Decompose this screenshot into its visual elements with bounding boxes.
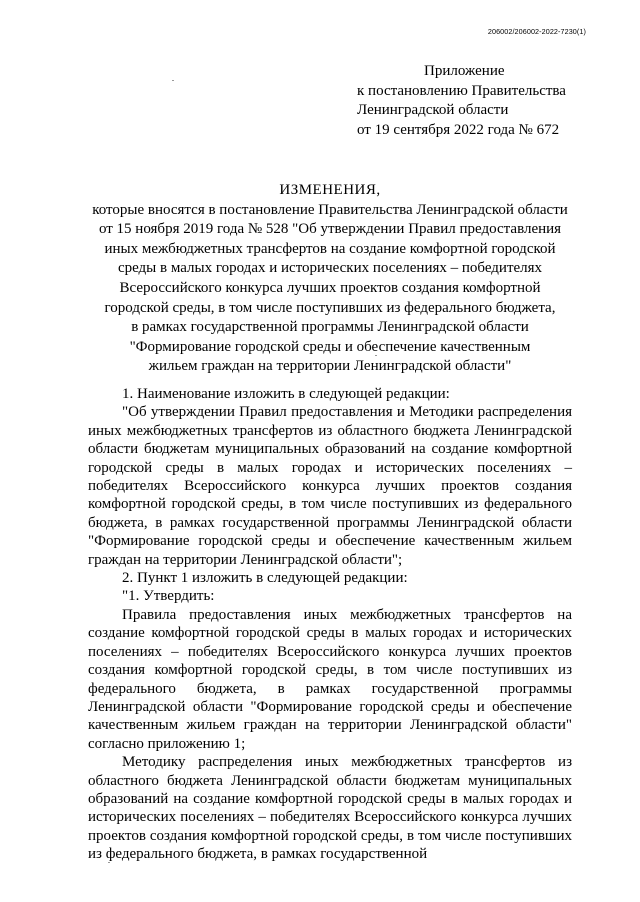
- body-paragraph: 2. Пункт 1 изложить в следующей редакции:: [122, 570, 408, 587]
- body-paragraph: "1. Утвердить:: [122, 588, 215, 605]
- title-line: от 15 ноября 2019 года № 528 "Об утверждении Правил предоставления: [98, 221, 562, 238]
- document-code: 206002/206002-2022-7230(1): [487, 27, 586, 36]
- scan-speck: [108, 862, 110, 863]
- title-line: "Формирование городской среды и обеспечение качественным: [129, 338, 531, 355]
- body-paragraph: Методику распределения иных межбюджетных трансфертов из областного бюджета Ленинградской области бюджетам муниципальных образований на создание комфортной городской среды в малых городах и исторических поселениях – победителях Всероссийского конкурса лучших проектов создания комфортной городской среды, в том числе поступивших из федерального бюджета, в рамках государственной: [88, 754, 572, 863]
- annex-line: от 19 сентября 2022 года № 672: [357, 121, 560, 138]
- annex-line: к постановлению Правительства: [357, 82, 566, 99]
- title-line: городской среды, в том числе поступивших из федерального бюджета,: [104, 299, 556, 316]
- title-line: которые вносятся в постановление Правительства Ленинградской области: [92, 201, 568, 218]
- title-line: жильем граждан на территории Ленинградской области": [148, 358, 512, 375]
- annex-line: Ленинградской области: [357, 102, 509, 118]
- body-paragraph: "Об утверждении Правил предоставления и Методики распределения иных межбюджетных трансфертов из областного бюджета Ленинградской области бюджетам муниципальных образований на создание комфортной городской среды в малых городах и исторических поселениях – победителях Всероссийского конкурса лучших проектов создания комфортной городской среды, в том числе поступивших из федерального бюджета, в рамках государственной программы Ленинградской области "Формирование городской среды и обеспечение качественным жильем граждан на территории Ленинградской области";: [88, 404, 572, 568]
- title-line: среды в малых городах и исторических поселениях – победителях: [117, 260, 543, 277]
- title-heading: ИЗМЕНЕНИЯ,: [279, 182, 381, 198]
- document-title: [60, 181, 600, 377]
- body-paragraph: 1. Наименование изложить в следующей редакции:: [122, 386, 450, 402]
- annex-block: [357, 62, 566, 140]
- body-paragraph: Правила предоставления иных межбюджетных трансфертов на создание комфортной городской среды в малых городах и исторических поселениях – победителях Всероссийского конкурса лучших проектов создания комфортной городской среды, в том числе поступивших из федерального бюджета, в рамках государственной программы Ленинградской области "Формирование городской среды и обеспечение качественным жильем граждан на территории Ленинградской области" согласно приложению 1;: [88, 606, 572, 752]
- title-line: иных межбюджетных трансфертов на создание комфортной городской: [104, 240, 556, 257]
- scan-speck: [375, 355, 377, 356]
- scan-speck: [172, 80, 174, 81]
- title-line: в рамках государственной программы Ленинградской области: [131, 319, 529, 336]
- title-line: Всероссийского конкурса лучших проектов создания комфортной: [119, 279, 541, 296]
- annex-line: Приложение: [424, 63, 505, 79]
- document-body: [88, 385, 572, 864]
